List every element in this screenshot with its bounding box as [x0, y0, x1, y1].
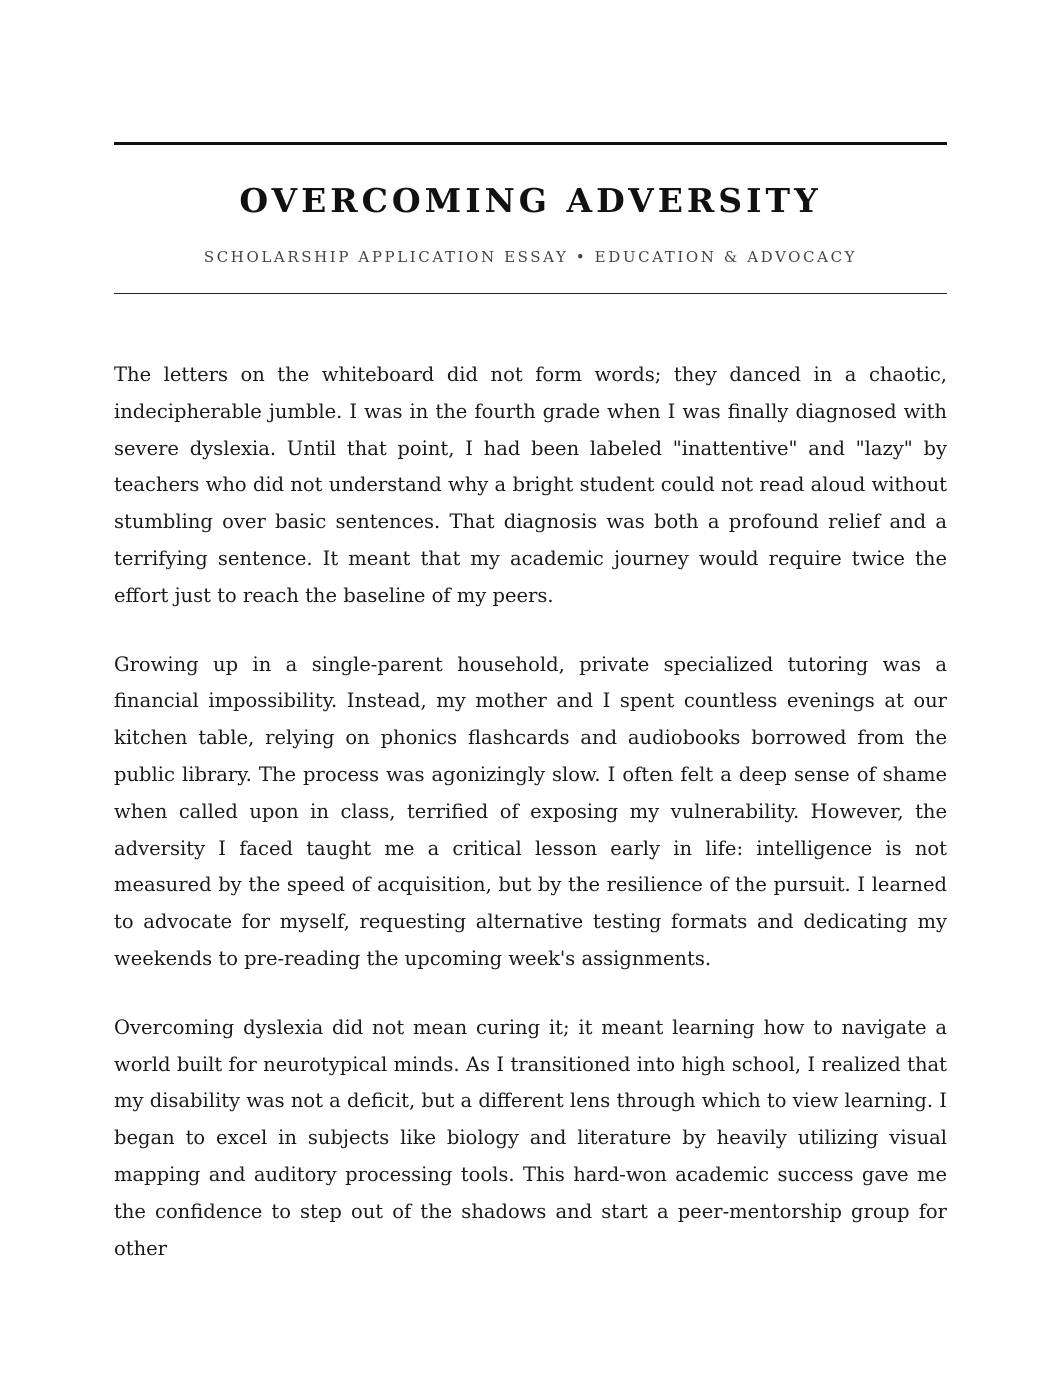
header-bottom-rule [114, 293, 947, 294]
essay-paragraph: Overcoming dyslexia did not mean curing it; it meant learning how to navigate a world built for neurotypical minds. As I transitioned into high school, I realized that my disability was not a deficit, but a different lens through which to view learning. I began to excel in subjects like biology and literature by heavily utilizing visual mapping and auditory processing tools. This hard-won academic success gave me the confidence to step out of the shadows and start a peer-mentorship group for other [114, 1015, 947, 1260]
essay-body [114, 357, 947, 1260]
essay-paragraph: Growing up in a single-parent household, private specialized tutoring was a financial impossibility. Instead, my mother and I spent countless evenings at our kitchen table, relying on phonics flashcards and audiobooks borrowed from the public library. The process was agonizingly slow. I often felt a deep sense of shame when called upon in class, terrified of exposing my vulnerability. However, the adversity I faced taught me a critical lesson early in life: intelligence is not measured by the speed of acquisition, but by the resilience of the pursuit. I learned to advocate for myself, requesting alternative testing formats and dedicating my weekends to pre-reading the upcoming week's assignments. [114, 652, 947, 970]
essay-page [114, 0, 947, 1392]
header-top-rule [114, 142, 947, 145]
essay-subtitle: SCHOLARSHIP APPLICATION ESSAY • EDUCATION & ADVOCACY [203, 248, 858, 266]
essay-title: OVERCOMING ADVERSITY [239, 181, 822, 220]
essay-paragraph: The letters on the whiteboard did not form words; they danced in a chaotic, indecipherable jumble. I was in the fourth grade when I was finally diagnosed with severe dyslexia. Until that point, I had been labeled "inattentive" and "lazy" by teachers who did not understand why a bright student could not read aloud without stumbling over basic sentences. That diagnosis was both a profound relief and a terrifying sentence. It meant that my academic journey would require twice the effort just to reach the baseline of my peers. [114, 363, 947, 607]
